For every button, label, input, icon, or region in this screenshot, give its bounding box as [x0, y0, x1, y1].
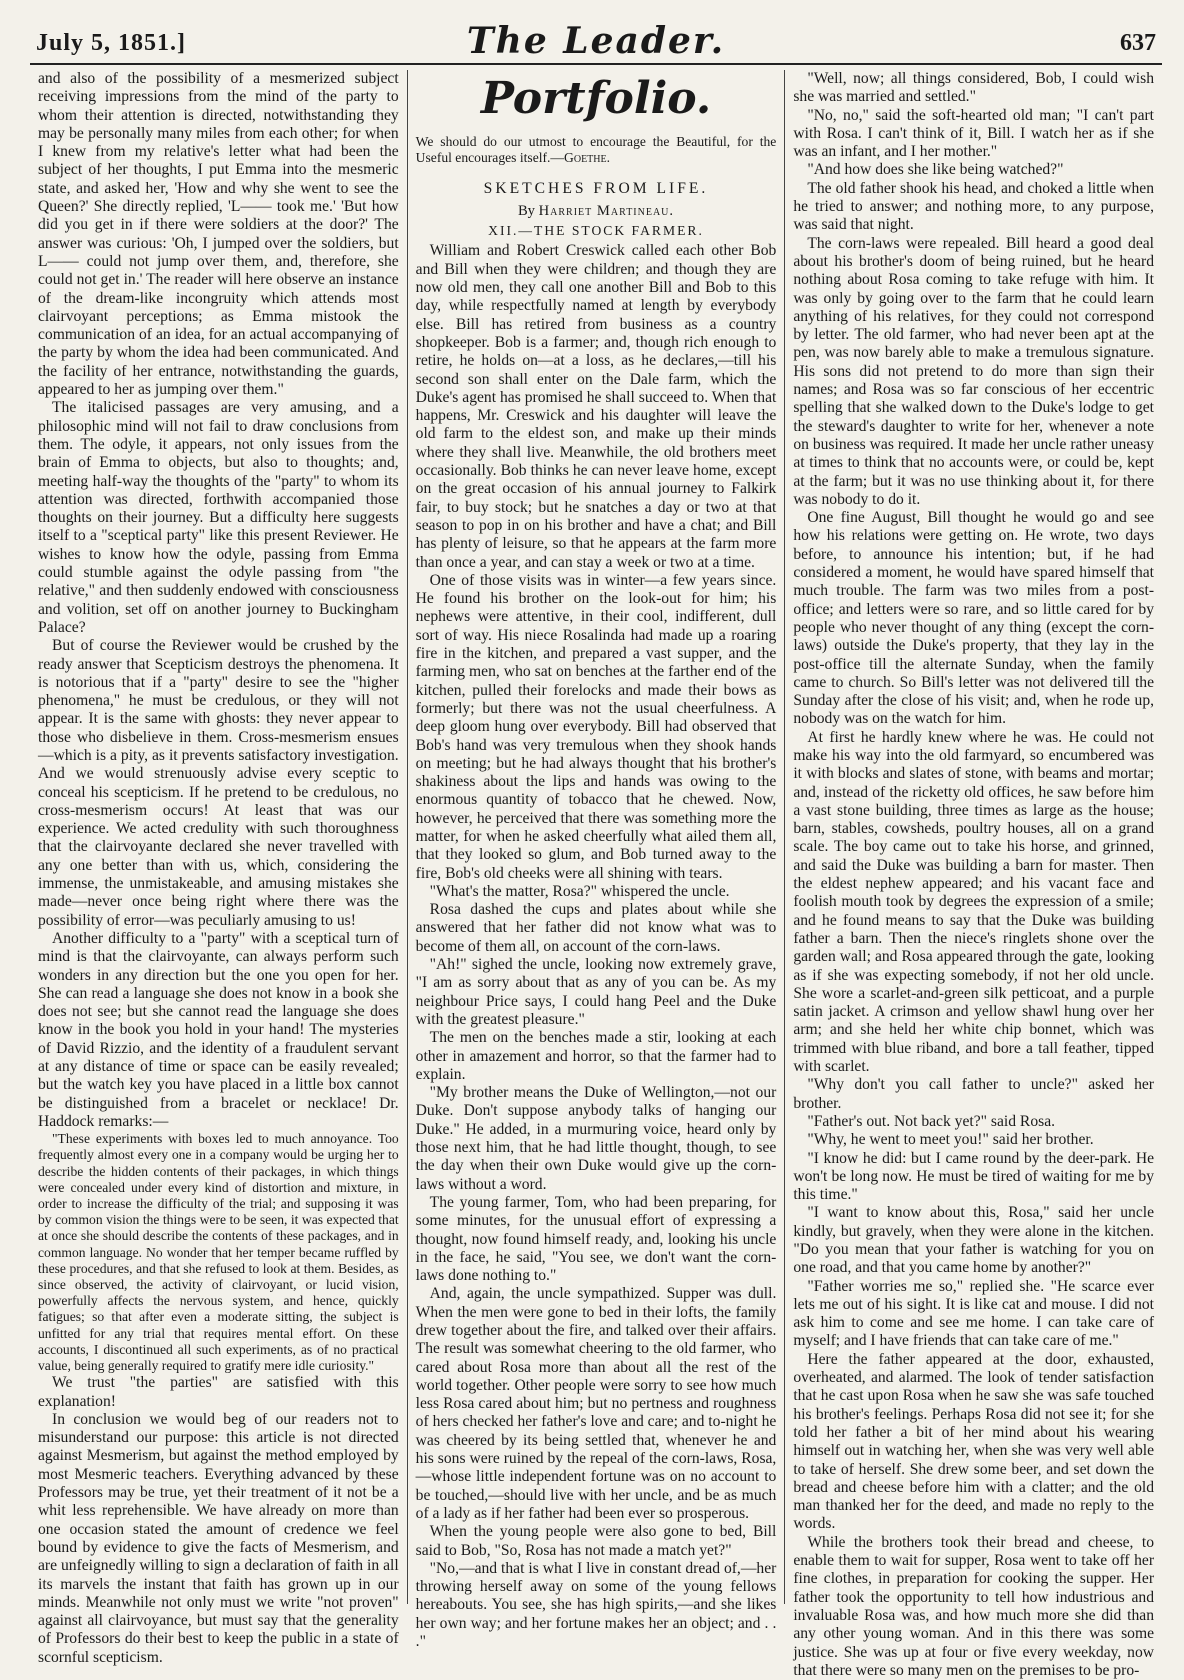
column-2 [407, 70, 785, 1651]
column-1 [30, 70, 407, 1666]
column-3 [784, 70, 1162, 1679]
paragraph: "No, no," said the soft-hearted old man; "I can't part with Rosa. I can't think of it, Bill. I watch her as if she was an infant, and I her mother." [793, 106, 1155, 161]
paragraph: "Father worries me so," replied she. "He scarce ever lets me out of his sight. It is like cat and mouse. I did not ask him to come and see me home. I can take care of myself; and I have friends that can take care of me." [793, 1277, 1155, 1350]
paragraph: "I know he did: but I came round by the deer-park. He won't be long now. He must be tired of waiting for me by this time." [793, 1149, 1155, 1204]
issue-date: July 5, 1851.] [36, 30, 187, 56]
paragraph: When the young people were also gone to bed, Bill said to Bob, "So, Rosa has not made a match yet?" [415, 1523, 777, 1559]
masthead-rule [30, 63, 1162, 65]
paragraph: At first he hardly knew where he was. He could not make his way into the old farmyard, so encumbered was it with blocks and slates of stone, with beams and mortar; and, instead of the ricketty old offices, he saw before him a vast stone building, three times as large as the house; barn, stables, cowsheds, poultry houses, all on a grand scale. The boy came out to take his horse, and grinned, and said the Duke was building a barn for master. Then the eldest nephew appeared; and his vacant face and foolish mouth took by degrees the expression of a smile; and he found means to say that the Duke was building father a barn. Then the niece's ringlets shone over the garden wall; and Rosa appeared through the gate, looking as if she was expecting somebody, if not her old uncle. She wore a scarlet-and-green silk petticoat, and a purple satin jacket. A crimson and yellow shawl hung over her arm; and she held her white chip bonnet, which was trimmed with blue riband, and bore a tall feather, tipped with scarlet. [793, 728, 1155, 1076]
paragraph: The young farmer, Tom, who had been preparing, for some minutes, for the unusual effort of expressing a thought, now found himself ready, and, looking his uncle in the face, he said, "You see, we don't want the corn-laws done nothing to." [415, 1193, 777, 1285]
paragraph: "What's the matter, Rosa?" whispered the uncle. [429, 882, 730, 900]
paragraph: Here the father appeared at the door, exhausted, overheated, and alarmed. The look of tender satisfaction that he cast upon Rosa when he saw she was safe touched his brother's feelings. Perhaps Rosa did not see it; for she told her father a bit of her mind about his wearing himself out in watching her, when she was very well able to take of herself. She drew some beer, and set down the bread and cheese before him with a clatter; and the old man thanked her for the deed, and made no reply to the words. [793, 1350, 1155, 1533]
epigraph-author: Goethe. [564, 149, 611, 165]
paragraph: William and Robert Creswick called each other Bob and Bill when they were children; and though they are now old men, they call one another Bill and Bob to this day, while respectfully named at length by everybody else. Bill has retired from business as a country shopkeeper. Bob is a farmer; and, though rich enough to retire, he holds on—at a loss, as he declares,—till his second son shall enter on the Dale farm, which the Duke's agent has promised he shall succeed to. When that happens, Mr. Creswick and his daughter will leave the old farm to the eldest son, and make up their minds where they shall live. Meanwhile, the old brothers meet occasionally. Bob thinks he can never leave home, except on the great occasion of his annual journey to Falkirk fair, to buy stock; but he snatches a day or two at that season to pop in on his brother and have a chat; and Bill has plenty of leisure, so that he appears at the farm more than once a year, and can stay a week or two at a time. [415, 242, 777, 571]
author-name: Harriet Martineau. [538, 202, 675, 219]
paragraph: "Why don't you call father to uncle?" asked her brother. [793, 1076, 1155, 1112]
paragraph: We trust "the parties" are satisfied with this explanation! [38, 1374, 399, 1410]
paragraph: And, again, the uncle sympathized. Supper was dull. When the men were gone to bed in their lofts, the family drew together about the fire, and talked over their affairs. The result was somewhat cheering to the old farmer, who cared about Rosa more than about all the rest of the world together. Other people were sorry to see how much less Rosa cared about him; but no pertness and roughness of hers checked her father's love and care; and to-night he was cheered by its being settled that, whenever he and his sons were ruined by the repeal of the corn-laws, Rosa,—whose little independent fortune was on no account to be touched,—should live with her uncle, and be as much of a lady as if her father had been ever so prosperous. [415, 1285, 777, 1522]
paragraph: But of course the Reviewer would be crushed by the ready answer that Scepticism destroys the phenomena. It is notorious that if a "party" desire to see the "higher phenomena," he must be credulous, or they will not appear. It is the same with ghosts: they never appear to those who disbelieve in them. Cross-mesmerism ensues—which is a pity, as it prevents satisfactory investigation. And we would strenuously advise every sceptic to conceal his scepticism. If he pretend to be credulous, no cross-mesmerism occurs! At least that was our experience. We acted credulity with such thoroughness that the clairvoyante declared she never travelled with any one better than with us, which, considering the immense, the unmistakeable, and amusing mistakes she made—never once being right where there was the possibility of error—was peculiarly amusing to us! [38, 637, 399, 929]
block-quote: "These experiments with boxes led to much annoyance. Too frequently almost every one in a company would be urging her to describe the hidden contents of their packages, in which things were concealed under every kind of distortion and mixture, in order to increase the difficulty of the trial; and supposing it was by common vision the things were to be seen, it was expected that at once she should describe the contents of these packages, and in common language. No wonder that her temper became ruffled by these procedures, and that she refused to look at them. Besides, as since observed, the activity of clairvoyant, or lucid vision, powerfully affects the nervous system, and hence, quickly fatigues; so that after even a moderate sitting, the subject is unfitted for any trial that requires mental effort. On these accounts, I discontinued all such experiments, as of no practical value, being generally required to gratify mere idle curiosity." [38, 1131, 399, 1374]
epigraph [416, 134, 777, 166]
page-number: 637 [1120, 30, 1156, 56]
paragraph: "Why, he went to meet you!" said her brother. [807, 1131, 1094, 1149]
paragraph: In conclusion we would beg of our readers not to misunderstand our purpose: this article is not directed against Mesmerism, but against the method employed by most Mesmeric teachers. Everything advanced by these Professors may be true, yet their treatment of it not be a whit less reprehensible. We have already on more than one occasion stated the amount of credence we feel bound by evidence to give the facts of Mesmerism, and are unfeignedly willing to sign a declaration of faith in all its marvels the instant that faith has grown up in our minds. Meanwhile not only must we write "not proven" against all clairvoyance, but must say that the generality of Professors do their best to keep the public in a state of scornful scepticism. [38, 1410, 399, 1666]
paragraph: "And how does she like being watched?" [807, 161, 1064, 179]
section-title: Portfolio. [480, 73, 712, 124]
paragraph: "Well, now; all things considered, Bob, I could wish she was married and settled." [793, 70, 1155, 106]
newspaper-title: The Leader. [466, 20, 726, 62]
epigraph-text: We should do our utmost to encourage the Beautiful, for the Useful encourages itself.— [415, 134, 777, 165]
paragraph: The corn-laws were repealed. Bill heard a good deal about his brother's doom of being ruined, but he heard nothing about Rosa coming to take refuge with him. It was only by going over to the farm that he could learn anything of his relatives, for they could not correspond by letter. The old farmer, who had never been apt at the pen, was now barely able to make a tremulous signature. His sons did not pretend to do more than sign their names; and Rosa was so far conscious of her eccentric spelling that she walked down to the Duke's lodge to get the steward's daughter to write for her, whenever a note on business was required. It made her uncle rather uneasy at times to think that no accounts were, or could be, kept at the farm; but it was no use thinking about it, for there was nobody to do it. [793, 234, 1155, 508]
paragraph: While the brothers took their bread and cheese, to enable them to wait for supper, Rosa went to take off her fine clothes, in preparation for cooking the supper. Her father took the opportunity to tell how industrious and invaluable Rosa was, and how much more she did than any other young woman. And in this there was some justice. She was up at four or five every weekday, now that there were so many men on the premises to be pro- [793, 1533, 1155, 1679]
paragraph: Rosa dashed the cups and plates about while she answered that her father did not know what was to become of them all, on account of the corn-laws. [415, 901, 777, 955]
paragraph: "Father's out. Not back yet?" said Rosa. [807, 1112, 1056, 1130]
masthead [30, 0, 1162, 60]
paragraph: The men on the benches made a stir, looking at each other in amazement and horror, so that the farmer had to explain. [415, 1029, 777, 1083]
paragraph: and also of the possibility of a mesmerized subject receiving impressions from the mind of the party to whom their attention is directed, notwithstanding they may be personally many miles from each other; for when I knew from my relative's letter what had been the subject of her thoughts, I put Emma into the mesmeric state, and asked her, 'How and why she went to see the Queen?' She directly replied, 'L—— took me.' 'But how did you get in if there were soldiers at the door?' The answer was curious: 'Oh, I jumped over the soldiers, but L—— could not jump over them, and, therefore, she could not get in.' The reader will here observe an instance of the dream-like incongruity which attends most clairvoyant perceptions; as Emma mistook the communication of an idea, for an actual accompanying of the party by whom the idea had been communicated. And the facility of her entrance, notwithstanding the guards, appeared to her as jumping over them." [38, 70, 399, 399]
paragraph: The italicised passages are very amusing, and a philosophic mind will not fail to draw conclusions from them. The odyle, it appears, not only issues from the brain of Emma to objects, but also to thoughts; and, meeting half-way the thoughts of the "party" to whom its attention was directed, forthwith accompanied those thoughts on their journey. But a difficulty here suggests itself to a "sceptical party" like this present Reviewer. He wishes to know how the odyle, passing from Emma could stumble against the odyle passing from "the relative," and then suddenly endowed with consciousness and volition, set off on another journey to Buckingham Palace? [38, 399, 399, 636]
byline [416, 202, 777, 220]
paragraph: The old father shook his head, and choked a little when he tried to answer; and nothing more, to any purpose, was said that night. [793, 179, 1155, 234]
paragraph: One fine August, Bill thought he would go and see how his relations were getting on. He wrote, two days before, to announce his intention; but, if he had considered a moment, he would have spared himself that much trouble. The farm was two miles from a post-office; and letters were so rare, and so little cared for by people who never thought of any thing (except the corn-laws) outside the Duke's property, that they lay in the post-office till the alternate Sunday, when the family came to church. So Bill's letter was not delivered till the Sunday after the close of his visit; and, when he rode up, nobody was on the watch for him. [793, 509, 1155, 728]
paragraph: "My brother means the Duke of Wellington,—not our Duke. Don't suppose anybody talks of hanging our Duke." He added, in a murmuring voice, heard only by those next him, that he had little thought, though, to see the day when their own Duke would give up the corn-laws without a word. [415, 1084, 777, 1193]
paragraph: Another difficulty to a "party" with a sceptical turn of mind is that the clairvoyante, can always perform such wonders in any direction but the one you open for her. She can read a language she does not know in a book she does not see; but she cannot read the language she does know in the book you hold in your hand! The mysteries of David Rizzio, and the identity of a fraudulent servant at any distance of time or space can be easily revealed; but the watch key you have placed in a little box cannot be distinguished from a bracelet or necklace! Dr. Haddock remarks:— [38, 929, 399, 1130]
paragraph: "Ah!" sighed the uncle, looking now extremely grave, "I am as sorry about that as any of you can be. As my neighbour Price says, I could hang Peel and the Duke with the greatest pleasure." [415, 956, 777, 1028]
article-title: SKETCHES FROM LIFE. [483, 179, 709, 197]
paragraph: "I want to know about this, Rosa," said her uncle kindly, but gravely, when they were alone in the kitchen. "Do you mean that your father is watching for you on one road, and that you came home by another?" [793, 1204, 1155, 1277]
paragraph: "No,—and that is what I live in constant dread of,—her throwing herself away on some of the young fellows hereabouts. You see, she has high spirits,—and she likes her own way; and her fortune makes her an object; and . . ." [415, 1559, 777, 1651]
columns [30, 70, 1162, 1679]
byline-prefix: By [517, 202, 535, 219]
article-subhead: XII.—THE STOCK FARMER. [488, 223, 704, 239]
paragraph: One of those visits was in winter—a few years since. He found his brother on the look-out for him; his nephews were attentive, in their cool, indifferent, dull sort of way. His niece Rosalinda had made up a roaring fire in the kitchen, and prepared a vast supper, and the farming men, who sat on benches at the farther end of the kitchen, pulled their forelocks and made their bows as formerly; but there was not the usual cheerfulness. A deep gloom hung over everybody. Bill had observed that Bob's hand was very tremulous when they shook hands on meeting; but he had always thought that his brother's shakiness about the lips and hands was owing to the enormous quantity of tobacco that he chewed. Now, however, he perceived that there was something more the matter, for when he asked cheerfully what ailed them all, that they looked so glum, and Bob turned away to the fire, Bob's old cheeks were all shining with tears. [415, 571, 777, 882]
